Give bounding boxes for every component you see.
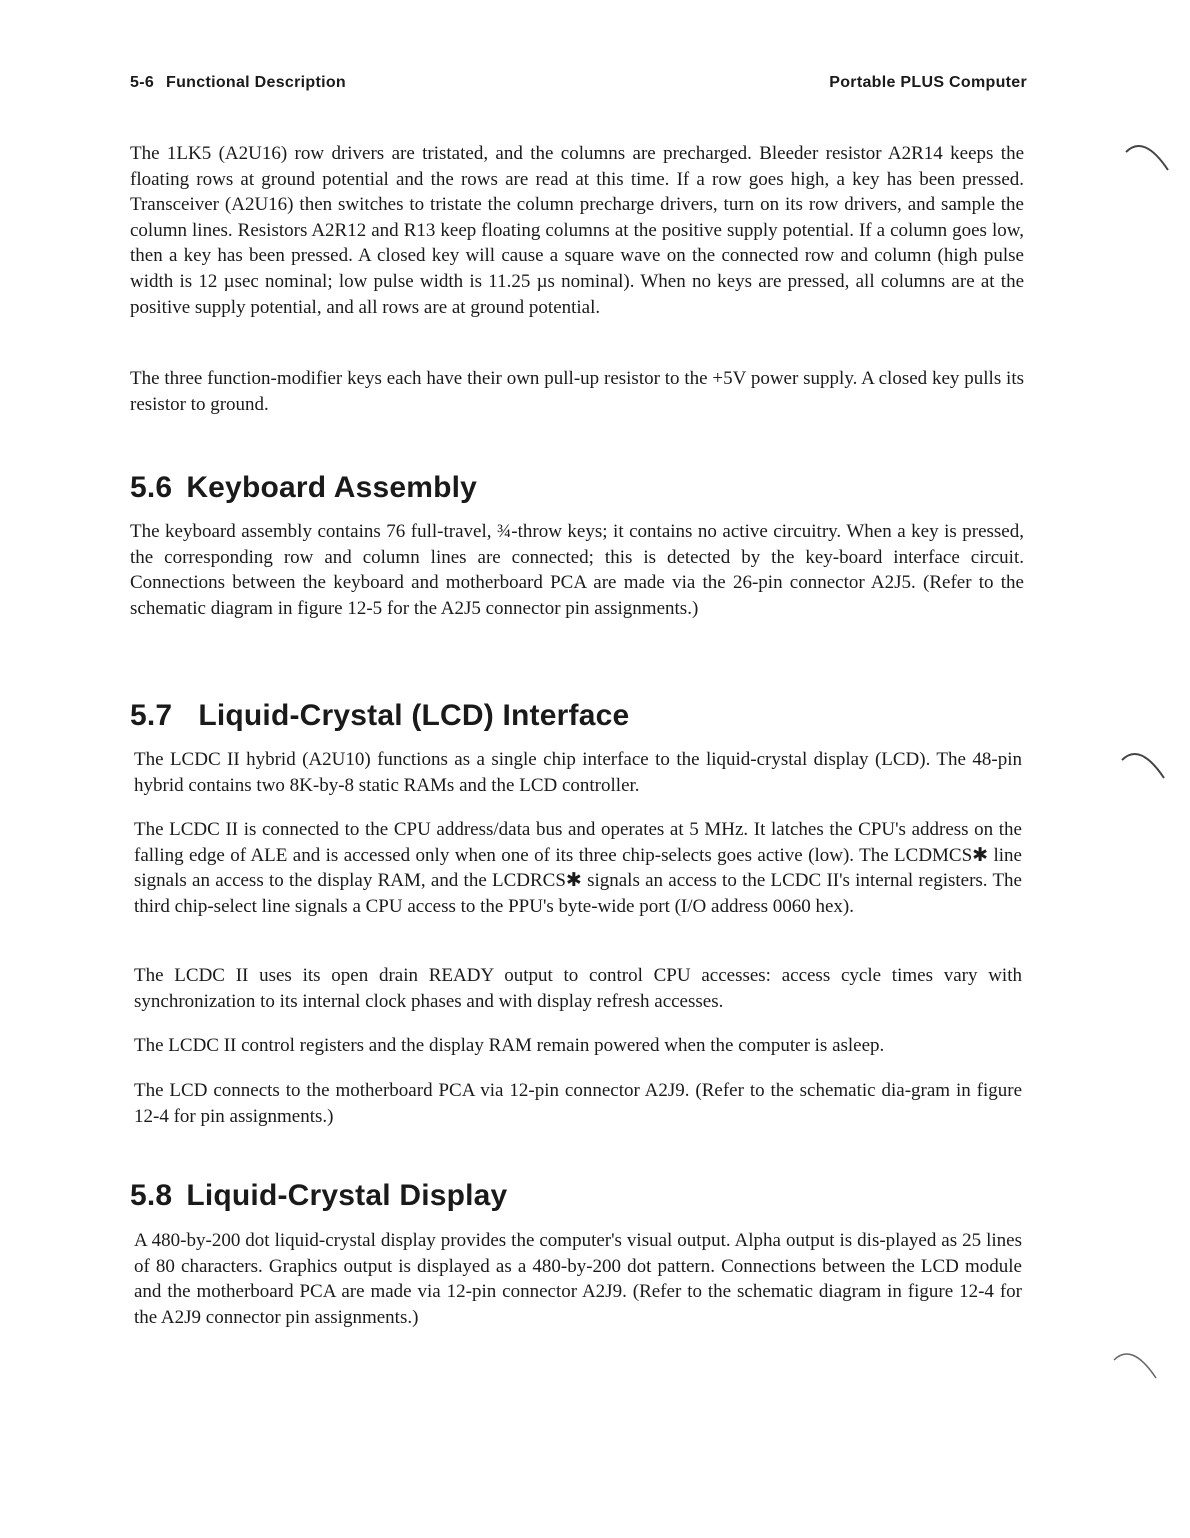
body-paragraph-lcd-display: A 480-by-200 dot liquid-crystal display provides the computer's visual output. Alpha output is dis-played as 25 lines of 80 characters. Graphics output is displayed as a 480-by-200 dot pattern. Connections between the LCD module and the motherboard PCA are made via 12-pin connector A2J9. (Refer to the schematic diagram in figure 12-4 for the A2J9 connector pin assignments.) bbox=[134, 1230, 1022, 1328]
section-number: 5.6 bbox=[130, 471, 173, 504]
header-left bbox=[130, 74, 346, 92]
body-paragraph-lcd-connector: The LCD connects to the motherboard PCA via 12-pin connector A2J9. (Refer to the schematic dia-gram in figure 12-4 for pin assignments.) bbox=[134, 1080, 1022, 1127]
section-number: 5.8 bbox=[130, 1179, 173, 1212]
body-paragraph-keyboard-assembly: The keyboard assembly contains 76 full-travel, ¾-throw keys; it contains no active circuitry. When a key is pressed, the corresponding row and column lines are connected; this is detected by the key-board interface circuit. Connections between the keyboard and motherboard PCA are made via the 26-pin connector A2J5. (Refer to the schematic diagram in figure 12-5 for the A2J5 connector pin assignments.) bbox=[130, 521, 1024, 619]
body-paragraph-lcdc-powered: The LCDC II control registers and the display RAM remain powered when the computer is asleep. bbox=[134, 1035, 885, 1056]
body-paragraph-lcdc-ready: The LCDC II uses its open drain READY output to control CPU accesses: access cycle times vary with synchronization to its internal clock phases and with display refresh accesses. bbox=[134, 965, 1022, 1012]
running-header bbox=[130, 74, 1027, 94]
section-heading-lcd-interface bbox=[130, 698, 629, 734]
section-title: Keyboard Assembly bbox=[186, 471, 478, 504]
section-heading-lcd-display bbox=[130, 1178, 507, 1214]
body-paragraph-lcdc-bus: The LCDC II is connected to the CPU address/data bus and operates at 5 MHz. It latches the CPU's address on the falling edge of ALE and is accessed only when one of its three chip-selects goes active (low). The LCDMCS✱ line signals an access to the display RAM, and the LCDRCS✱ signals an access to the LCDC II's internal registers. The third chip-select line signals a CPU access to the PPU's byte-wide port (I/O address 0060 hex). bbox=[134, 819, 1022, 917]
body-paragraph-keyboard-scan: The 1LK5 (A2U16) row drivers are tristated, and the columns are precharged. Bleeder resistor A2R14 keeps the floating rows at ground potential and the rows are read at this time. If a row goes high, a key has been pressed. Transceiver (A2U16) then switches to tristate the column precharge drivers, turn on its row drivers, and sample the column lines. Resistors A2R12 and R13 keep floating columns at the positive supply potential. If a column goes low, then a key has been pressed. A closed key will cause a square wave on the connected row and column (high pulse width is 12 µsec nominal; low pulse width is 11.25 µs nominal). When no keys are pressed, all columns are at the positive supply potential, and all rows are at ground potential. bbox=[130, 143, 1024, 318]
section-title: Liquid-Crystal Display bbox=[186, 1179, 508, 1212]
header-book-title: Portable PLUS Computer bbox=[829, 74, 1027, 91]
section-number: 5.7 bbox=[130, 699, 173, 732]
section-heading-keyboard-assembly bbox=[130, 470, 477, 506]
binder-hole-mark-icon bbox=[1124, 138, 1170, 178]
body-paragraph-lcdc-hybrid: The LCDC II hybrid (A2U10) functions as a single chip interface to the liquid-crystal display (LCD). The 48-pin hybrid contains two 8K-by-8 static RAMs and the LCD controller. bbox=[134, 749, 1022, 796]
section-title: Liquid-Crystal (LCD) Interface bbox=[198, 699, 630, 732]
binder-hole-mark-icon bbox=[1120, 746, 1166, 786]
binder-hole-mark-icon bbox=[1112, 1346, 1158, 1386]
header-page-number: 5-6 bbox=[130, 74, 155, 91]
body-paragraph-modifier-keys: The three function-modifier keys each have their own pull-up resistor to the +5V power supply. A closed key pulls its resistor to ground. bbox=[130, 368, 1024, 415]
header-section-title: Functional Description bbox=[166, 74, 346, 91]
